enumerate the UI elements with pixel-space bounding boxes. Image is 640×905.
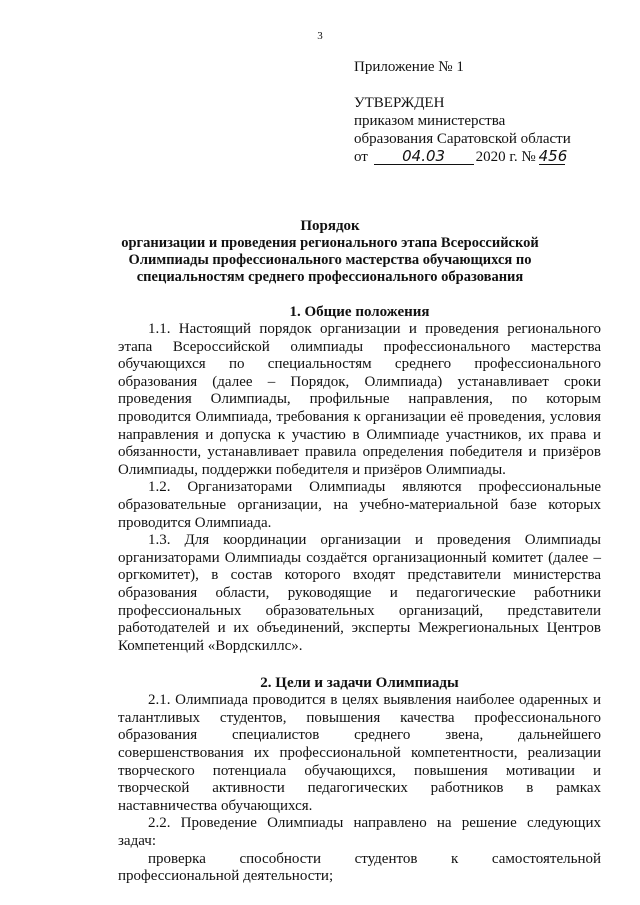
paragraph-1-3: 1.3. Для координации организации и проведения Олимпиады организаторами Олимпиады создаётся организационный комитет (далее – оргкомитет), в состав которого входят представители министерства образования области, руководящие и педагогические работники профессиональных образовательных организаций, представители работодателей и их объединений, эксперты Межрегиональных Центров Компетенций «Вордскиллс».: [118, 532, 601, 654]
handwritten-date: 04.03: [374, 149, 474, 165]
approval-line-1: приказом министерства: [354, 113, 506, 129]
approved-label: УТВЕРЖДЕН: [354, 95, 445, 111]
title-line-1: Порядок: [300, 218, 360, 234]
section-2-heading: 2. Цели и задачи Олимпиады: [260, 675, 459, 692]
approval-line-2: образования Саратовской области: [354, 131, 571, 147]
document-body: [118, 303, 601, 886]
paragraph-2-1: 2.1. Олимпиада проводится в целях выявления наиболее одаренных и талантливых студентов, повышения качества профессионального образования специалистов среднего звена, дальнейшего совершенствования их профессиональной компетентности, реализации творческого потенциала обучающихся, повышения мотивации и творческой активности педагогических работников в рамках наставничества обучающихся.: [118, 692, 601, 814]
appendix-label: Приложение № 1: [354, 59, 464, 75]
title-line-4: специальностям среднего профессионального образования: [136, 269, 524, 285]
document-title: [120, 218, 540, 286]
approval-stamp: [354, 58, 571, 166]
date-prefix: от: [354, 149, 368, 165]
paragraph-1-2: 1.2. Организаторами Олимпиады являются профессиональные образовательные организации, на учебно-материальной базе которых проводится Олимпиада.: [118, 479, 601, 531]
section-1-heading: 1. Общие положения: [289, 304, 430, 320]
approval-date-line: [354, 148, 571, 166]
paragraph-2-2: 2.2. Проведение Олимпиады направлено на решение следующих задач:: [118, 815, 601, 850]
title-line-3: Олимпиады профессионального мастерства обучающихся по: [128, 252, 532, 268]
page-number: 3: [317, 30, 323, 42]
year-number-text: 2020 г. №: [475, 149, 536, 165]
title-line-2: организации и проведения регионального этапа Всероссийской: [121, 235, 539, 251]
paragraph-2-3: проверка способности студентов к самостоятельной профессиональной деятельности;: [118, 850, 601, 885]
handwritten-number: 456: [538, 147, 568, 165]
paragraph-1-1: 1.1. Настоящий порядок организации и проведения регионального этапа Всероссийской олимпиады профессионального мастерства обучающихся по специальностям среднего профессионального образования (далее – Порядок, Олимпиада) устанавливает сроки проведения Олимпиады, профильные направления, по которым проводится Олимпиада, требования к организации её проведения, условия направления и допуска к участию в Олимпиаде участников, их права и обязанности, устанавливает правила определения победителя и призёров Олимпиады, поддержки победителя и призёров Олимпиады.: [118, 321, 601, 478]
